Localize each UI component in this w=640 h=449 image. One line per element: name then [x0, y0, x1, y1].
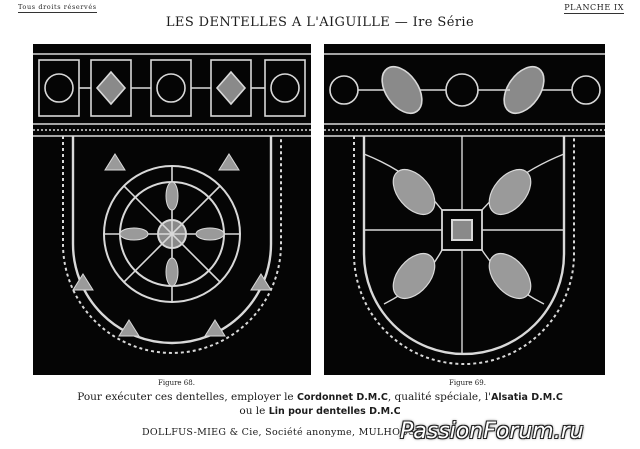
figure-69-caption: Figure 69. — [449, 379, 486, 387]
medallion — [354, 136, 574, 364]
instr-text-a: Pour exécuter ces dentelles, employer le — [77, 391, 297, 403]
border-band — [324, 54, 605, 136]
site-watermark: PassionForum.ru — [400, 419, 584, 444]
lin-product: Lin pour dentelles D.M.C — [268, 406, 401, 417]
cordonnet-product: Cordonnet D.M.C — [296, 392, 388, 403]
publisher-line: DOLLFUS-MIEG & Cie, Société anonyme, MULHOUSE — [142, 427, 423, 438]
alsatia-product: Alsatia D.M.C — [491, 392, 563, 403]
plate-number: PLANCHE IX — [564, 3, 624, 12]
lace-figure-69 — [324, 44, 605, 375]
instr-text-c: , qualité spéciale, l' — [387, 391, 492, 403]
medallion — [63, 136, 281, 353]
border-band — [33, 54, 311, 136]
instructions-line-1 — [0, 391, 640, 403]
instructions-line-2 — [0, 405, 640, 417]
figure-68-caption: Figure 68. — [158, 379, 195, 387]
page-title: LES DENTELLES A L'AIGUILLE — Ire Série — [165, 15, 475, 30]
instr-text-2a: ou le — [239, 405, 269, 417]
rights-notice: Tous droits réservés — [18, 3, 97, 11]
lace-figure-68 — [33, 44, 311, 375]
